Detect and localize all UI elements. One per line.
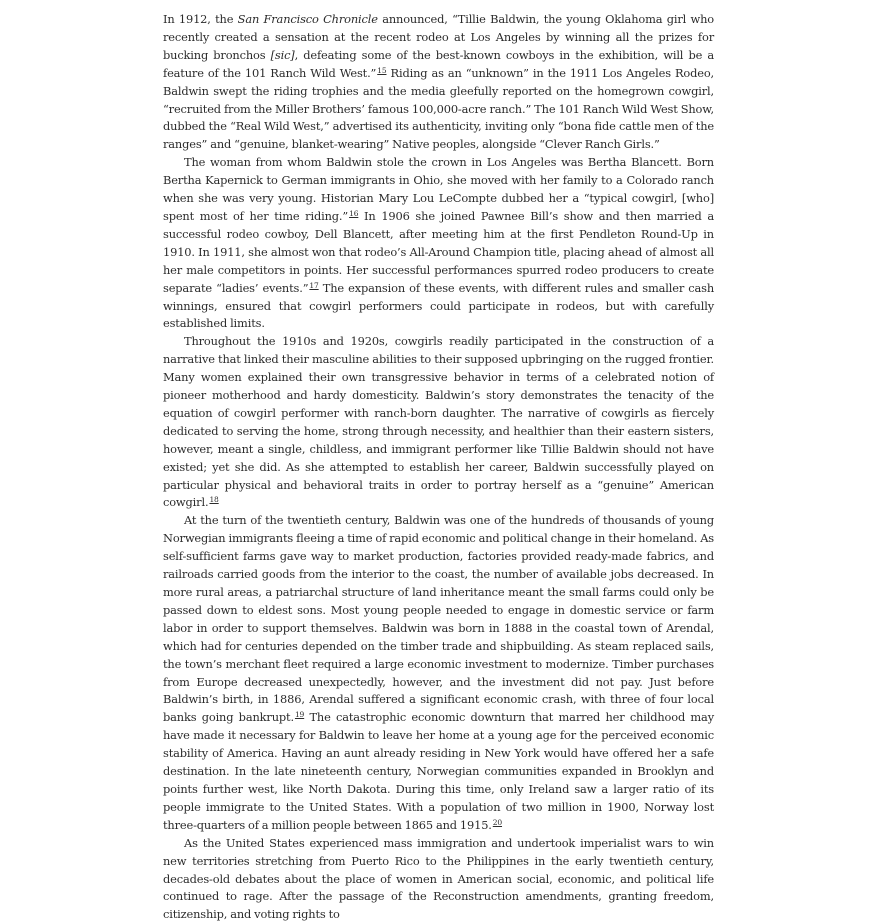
text-run: The woman from whom Baldwin stole the crown in Los Angeles was Bertha Blancett. Born Bertha Kapernick to German immigrants in Ohio, she moved with her family to a Colorado ranch when she was very young. Historian Mary Lou LeCompte dubbed her a “typical cowgirl, [who] spent most of her time riding.”: [163, 155, 714, 223]
paragraph-2: [163, 154, 714, 333]
paragraph-5: [163, 835, 714, 924]
paragraph-4: [163, 512, 714, 834]
footnote-ref-20[interactable]: 20: [492, 817, 503, 827]
text-run: , defeating some of the best-known cowboys in the exhibition, will be a feature of the 101 Ranch Wild West.”: [163, 47, 714, 80]
text-run: The catastrophic economic downturn that marred her childhood may have made it necessary for Baldwin to leave her home at a young age for the perceived economic stability of America. Having an aunt already residing in New York would have offered her a safe destination. In the late nineteenth century, Norwegian communities expanded in Brooklyn and points further west, like North Dakota. During this time, only Ireland saw a larger ratio of its people immigrate to the United States. With a population of two million in 1900, Norway lost three-quarters of a million people between 1865 and 1915.: [163, 710, 714, 832]
paragraph-3: [163, 333, 714, 512]
text-run: As the United States experienced mass immigration and undertook imperialist wars to win new territories stretching from Puerto Rico to the Philippines in the early twentieth century, decades-old debates about the place of women in American social, economic, and political life continued to rage. After the passage of the Reconstruction amendments, granting freedom, citizenship, and voting rights to: [163, 835, 714, 922]
paragraph-1: [163, 11, 714, 154]
footnote-ref-19[interactable]: 19: [294, 710, 305, 720]
text-run: In 1912, the: [163, 12, 238, 26]
text-run: announced, “Tillie Baldwin, the young Oklahoma girl who recently created a sensation at the recent rodeo at Los Angeles by winning all the prizes for bucking bronchos: [163, 12, 715, 62]
footnote-ref-16[interactable]: 16: [349, 208, 359, 218]
document-page: [163, 11, 714, 924]
footnote-ref-17[interactable]: 17: [309, 280, 319, 290]
text-run: At the turn of the twentieth century, Baldwin was one of the hundreds of thousands of young Norwegian immigrants fleeing a time of rapid economic and political change in their homeland. As self-sufficient farms gave way to market production, factories provided ready-made fabrics, and railroads carried goods from the interior to the coast, the number of available jobs decreased. In more rural areas, a patriarchal structure of land inheritance meant the small farms could only be passed down to eldest sons. Most young people needed to engage in domestic service or farm labor in order to support themselves. Baldwin was born in 1888 in the coastal town of Arendal, which had for centuries depended on the timber trade and shipbuilding. As steam replaced sails, the town’s merchant fleet required a large economic investment to modernize. Timber purchases from Europe decreased unexpectedly, however, and the investment did not pay. Just before Baldwin’s birth, in 1886, Arendal suffered a significant economic crash, with three of four local banks going bankrupt.: [163, 513, 714, 725]
text-run: Throughout the 1910s and 1920s, cowgirls readily participated in the construction of a narrative that linked their masculine abilities to their supposed upbringing on the rugged frontier. Many women explained their own transgressive behavior in terms of a celebrated notion of pioneer motherhood and hardy domesticity. Baldwin’s story demonstrates the tenacity of the equation of cowgirl performer with ranch-born daughter. The narrative of cowgirls as fiercely dedicated to serving the home, strong through necessity, and healthier than their eastern sisters, however, meant a single, childless, and immigrant performer like Tillie Baldwin should not have existed; yet she did. As she attempted to establish her career, Baldwin successfully played on particular physical and behavioral traits in order to portray herself as a “genuine” American cowgirl.: [163, 334, 714, 510]
text-run: Riding as an “unknown” in the 1911 Los Angeles Rodeo, Baldwin swept the riding trophies and the media gleefully reported on the homegrown cowgirl, “recruited from the Miller Brothers’ famous 100,000-acre ranch.” The 101 Ranch Wild West Show, dubbed the “Real Wild West,” advertised its authenticity, inviting only “bona fide cattle men of the ranges” and “genuine, blanket-wearing” Native peoples, alongside “Clever Ranch Girls.”: [163, 65, 715, 152]
footnote-ref-18[interactable]: 18: [209, 495, 219, 505]
text-run: In 1906 she joined Pawnee Bill’s show and then married a successful rodeo cowboy, Dell Blancett, after meeting him at the first Pendleton Round-Up in 1910. In 1911, she almost won that rodeo’s All-Around Champion title, placing ahead of almost all her male competitors in points. Her successful performances spurred rodeo producers to create separate “ladies’ events.”: [163, 208, 715, 295]
italic-text: [sic]: [270, 47, 295, 62]
text-run: The expansion of these events, with different rules and smaller cash winnings, ensured that cowgirl performers could participate in rodeos, but with carefully established limits.: [163, 280, 715, 331]
italic-text: San Francisco Chronicle: [237, 12, 378, 26]
footnote-ref-15[interactable]: 15: [377, 65, 387, 75]
